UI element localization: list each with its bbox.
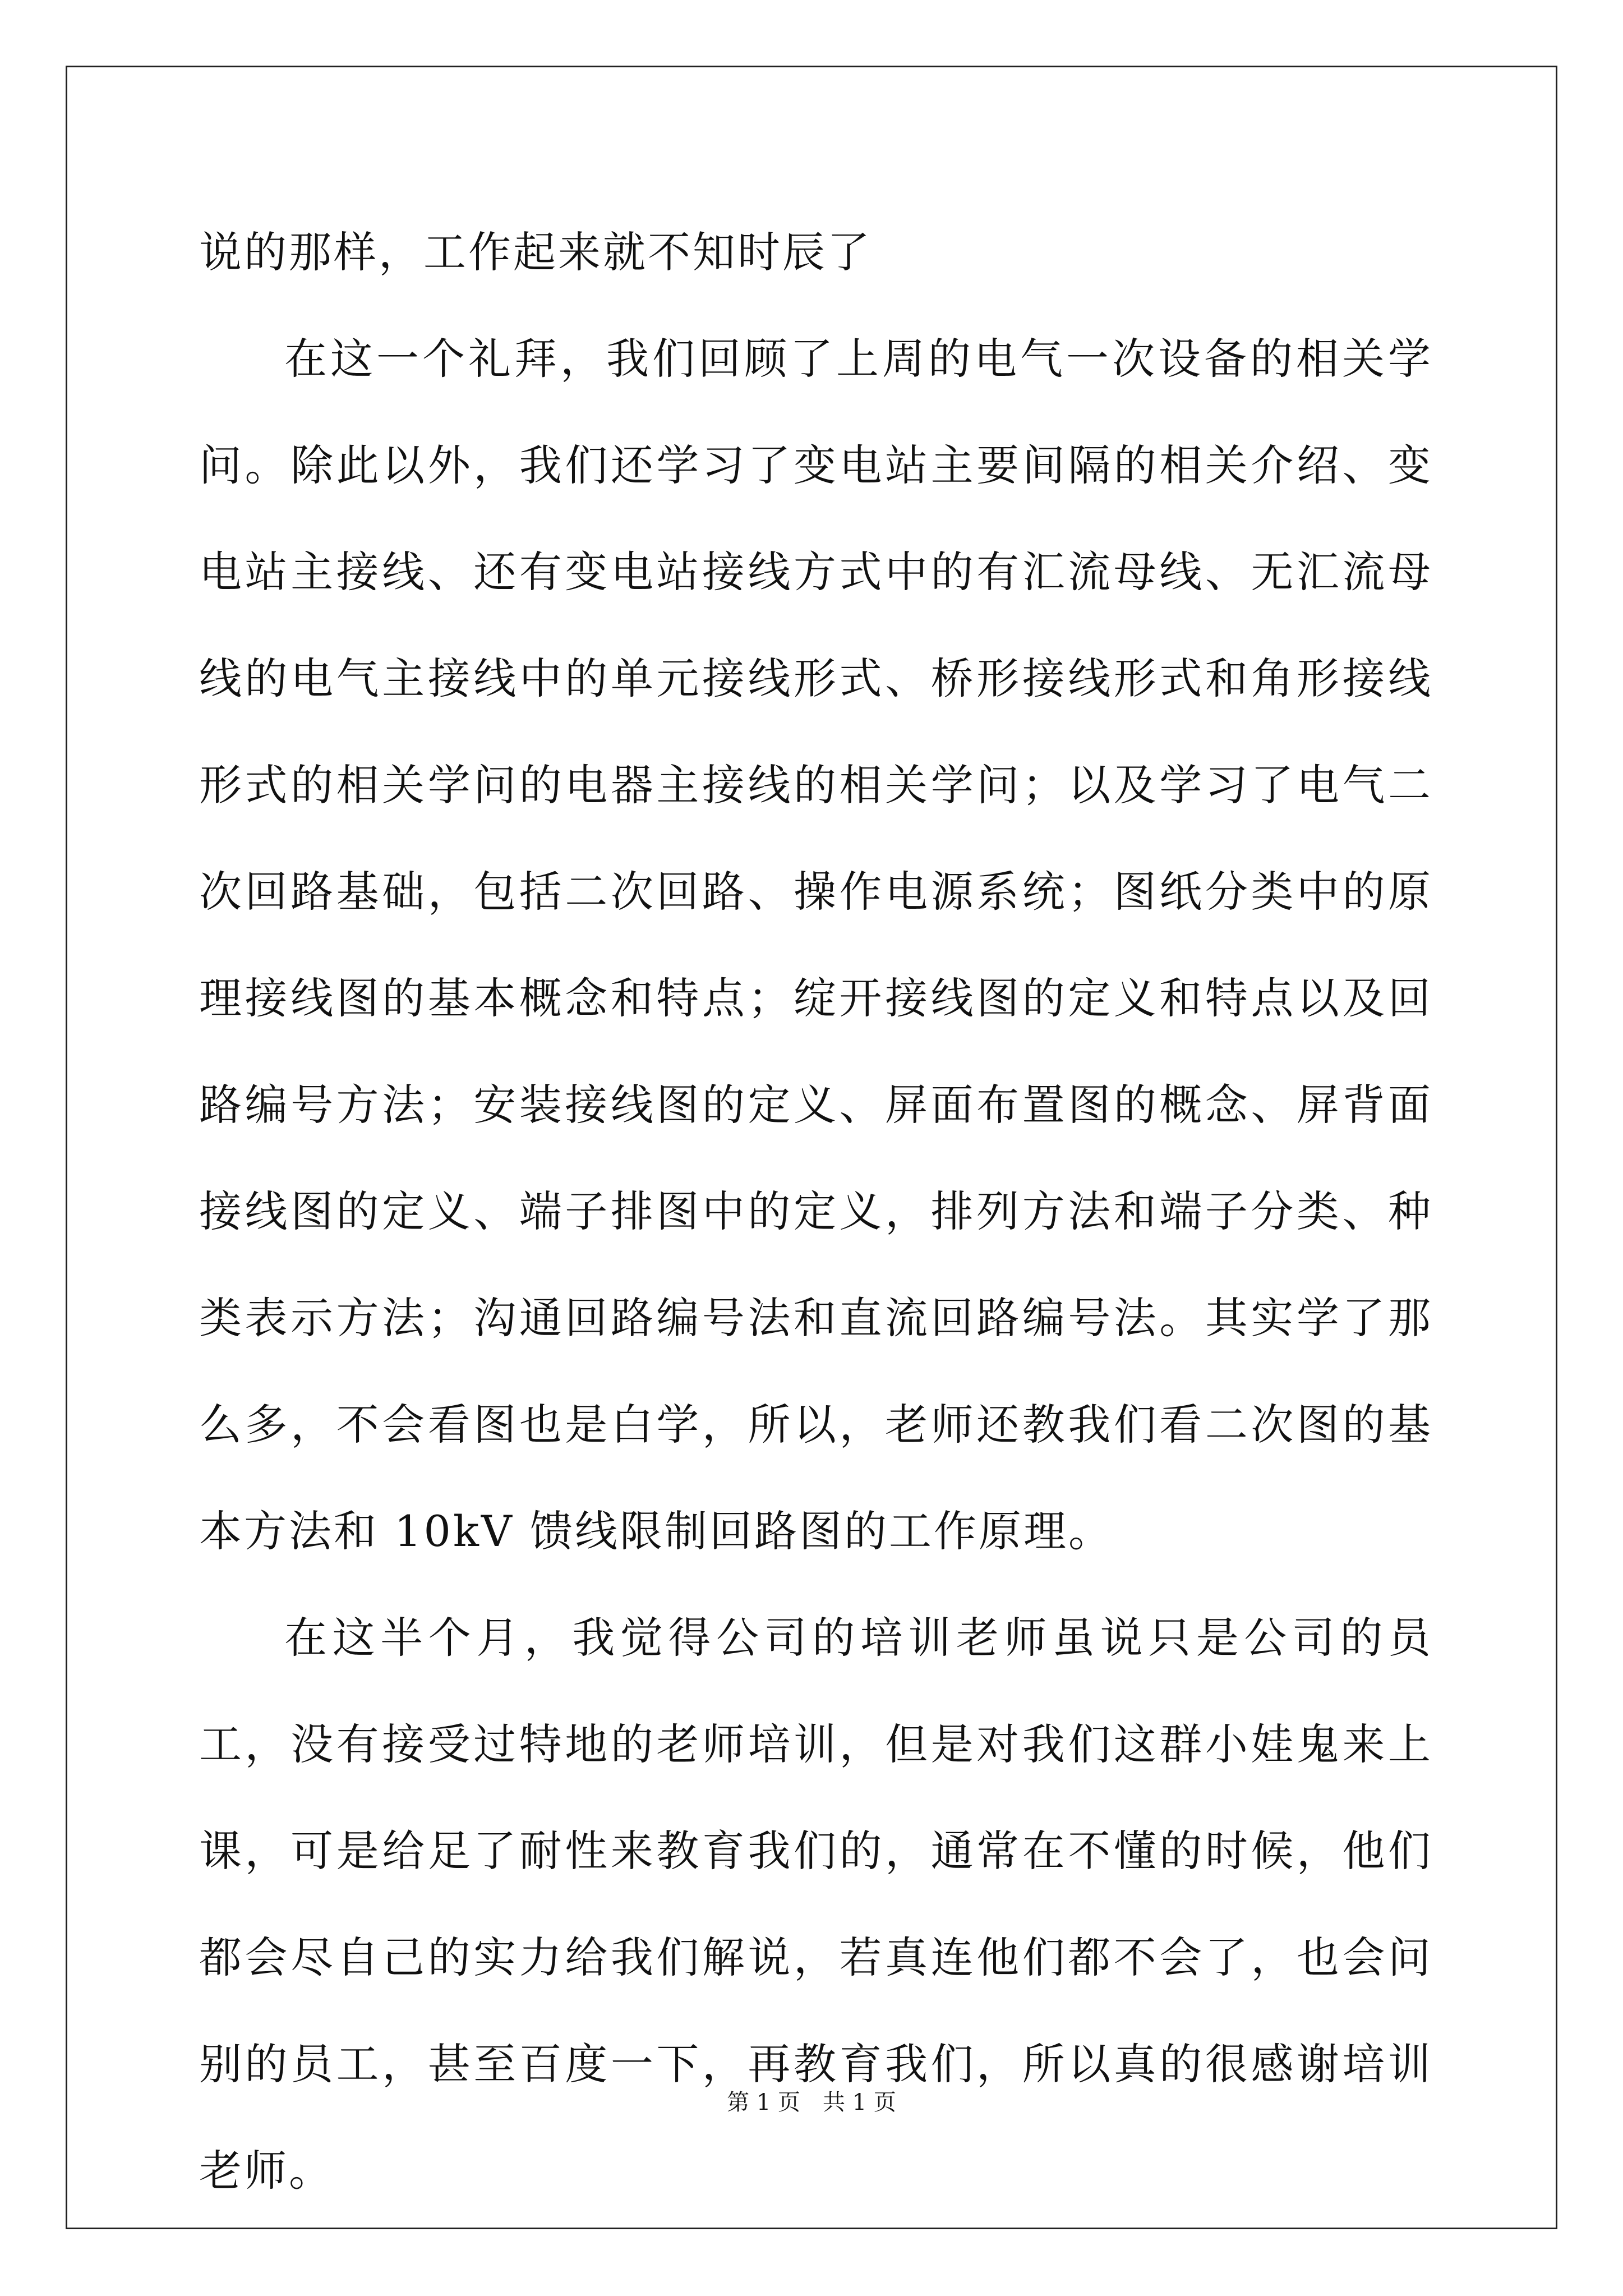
document-body: [199, 199, 1433, 2224]
paragraph: 说的那样，工作起来就不知时辰了: [199, 227, 872, 277]
page-footer: 第 1 页 共 1 页: [727, 2090, 896, 2115]
paragraph: 在这半个月，我觉得公司的培训老师虽说只是公司的员工，没有接受过特地的老师培训，但是对我们这群小娃鬼来上课，可是给足了耐性来教育我们的，通常在不懂的时候，他们都会尽自己的实力给我们解说，若真连他们都不会了，也会问别的员工，甚至百度一下，再教育我们，所以真的很感谢培训老师。: [199, 1613, 1433, 2196]
paragraph: 在这一个礼拜，我们回顾了上周的电气一次设备的相关学问。除此以外，我们还学习了变电站主要间隔的相关介绍、变电站主接线、还有变电站接线方式中的有汇流母线、无汇流母线的电气主接线中的单元接线形式、桥形接线形式和角形接线形式的相关学问的电器主接线的相关学问；以及学习了电气二次回路基础，包括二次回路、操作电源系统；图纸分类中的原理接线图的基本概念和特点；绽开接线图的定义和特点以及回路编号方法；安装接线图的定义、屏面布置图的概念、屏背面接线图的定义、端子排图中的定义，排列方法和端子分类、种类表示方法；沟通回路编号法和直流回路编号法。其实学了那么多，不会看图也是白学，所以，老师还教我们看二次图的基本方法和 10kV 馈线限制回路图的工作原理。: [199, 334, 1433, 1556]
